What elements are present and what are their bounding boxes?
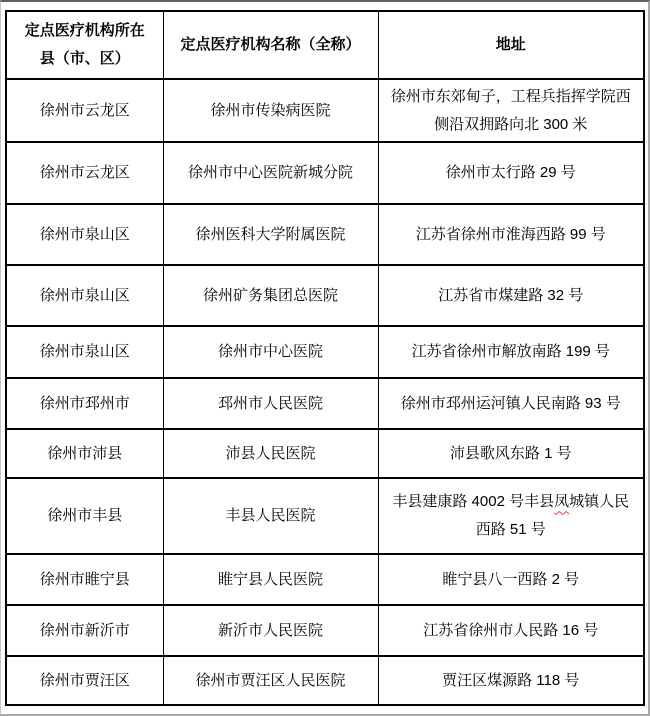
district-cell: 徐州市泉山区 (6, 265, 163, 326)
hospital-name-cell: 徐州市传染病医院 (163, 79, 378, 142)
table-row (6, 142, 644, 204)
address-cell (378, 478, 644, 554)
address-cell (378, 204, 644, 265)
hospital-name-cell: 徐州市贾汪区人民医院 (163, 656, 378, 705)
table-row (6, 378, 644, 429)
address-cell (378, 656, 644, 705)
address-text: 江苏省徐州市人民路 16 号 (423, 621, 599, 639)
header-district-line1: 定点医疗机构所在 (24, 22, 145, 40)
address-cell (378, 79, 644, 142)
hospital-name-cell: 徐州市中心医院新城分院 (163, 142, 378, 204)
address-text: 城镇人民西路 51 号 (475, 493, 630, 538)
address-text: 徐州市邳州运河镇人民南路 93 号 (400, 394, 621, 412)
district-cell: 徐州市丰县 (6, 478, 163, 554)
address-text: 沛县歌风东路 1 号 (449, 444, 572, 462)
address-text: 徐州市太行路 29 号 (445, 164, 576, 182)
district-cell: 徐州市云龙区 (6, 79, 163, 142)
address-cell (378, 142, 644, 204)
address-cell (378, 429, 644, 478)
district-cell: 徐州市沛县 (6, 429, 163, 478)
table-body (6, 79, 644, 705)
header-row (6, 11, 644, 79)
table-row (6, 656, 644, 705)
hospital-name-cell: 沛县人民医院 (163, 429, 378, 478)
district-cell: 徐州市邳州市 (6, 378, 163, 429)
table-row (6, 79, 644, 142)
district-cell: 徐州市睢宁县 (6, 554, 163, 605)
hospital-name-cell: 新沂市人民医院 (163, 605, 378, 656)
hospital-name-cell: 徐州市中心医院 (163, 326, 378, 378)
table-row (6, 554, 644, 605)
address-cell (378, 265, 644, 326)
address-text: 江苏省市煤建路 32 号 (438, 286, 584, 304)
address-text: 江苏省徐州市解放南路 199 号 (411, 343, 610, 361)
hospital-name-cell: 丰县人民医院 (163, 478, 378, 554)
header-district (6, 11, 163, 79)
address-text: 贾汪区煤源路 118 号 (442, 671, 580, 689)
hospital-name-cell: 邳州市人民医院 (163, 378, 378, 429)
hospital-name-cell: 睢宁县人民医院 (163, 554, 378, 605)
address-text: 睢宁县八一西路 2 号 (442, 570, 580, 588)
address-cell (378, 326, 644, 378)
address-cell (378, 554, 644, 605)
district-cell: 徐州市云龙区 (6, 142, 163, 204)
spellcheck-wavy-underline: 凤 (554, 493, 570, 511)
table-row (6, 605, 644, 656)
table-row (6, 265, 644, 326)
district-cell: 徐州市泉山区 (6, 204, 163, 265)
address-cell (378, 605, 644, 656)
table-row (6, 478, 644, 554)
table-row (6, 429, 644, 478)
hospital-name-cell: 徐州医科大学附属医院 (163, 204, 378, 265)
district-cell: 徐州市贾汪区 (6, 656, 163, 705)
district-cell: 徐州市新沂市 (6, 605, 163, 656)
address-text: 江苏省徐州市淮海西路 99 号 (415, 225, 606, 243)
table-row (6, 204, 644, 265)
header-district-line2: 县（市、区） (39, 50, 130, 67)
hospital-name-cell: 徐州矿务集团总医院 (163, 265, 378, 326)
header-hospital-name: 定点医疗机构名称（全称） (163, 11, 378, 79)
address-text: 丰县建康路 4002 号丰县 (392, 493, 555, 511)
header-address: 地址 (378, 11, 644, 79)
address-text: 徐州市东郊甸子，工程兵指挥学院西侧沿双拥路向北 300 米 (390, 87, 631, 133)
table-row (6, 326, 644, 378)
hospital-table (5, 10, 645, 706)
address-cell (378, 378, 644, 429)
district-cell: 徐州市泉山区 (6, 326, 163, 378)
